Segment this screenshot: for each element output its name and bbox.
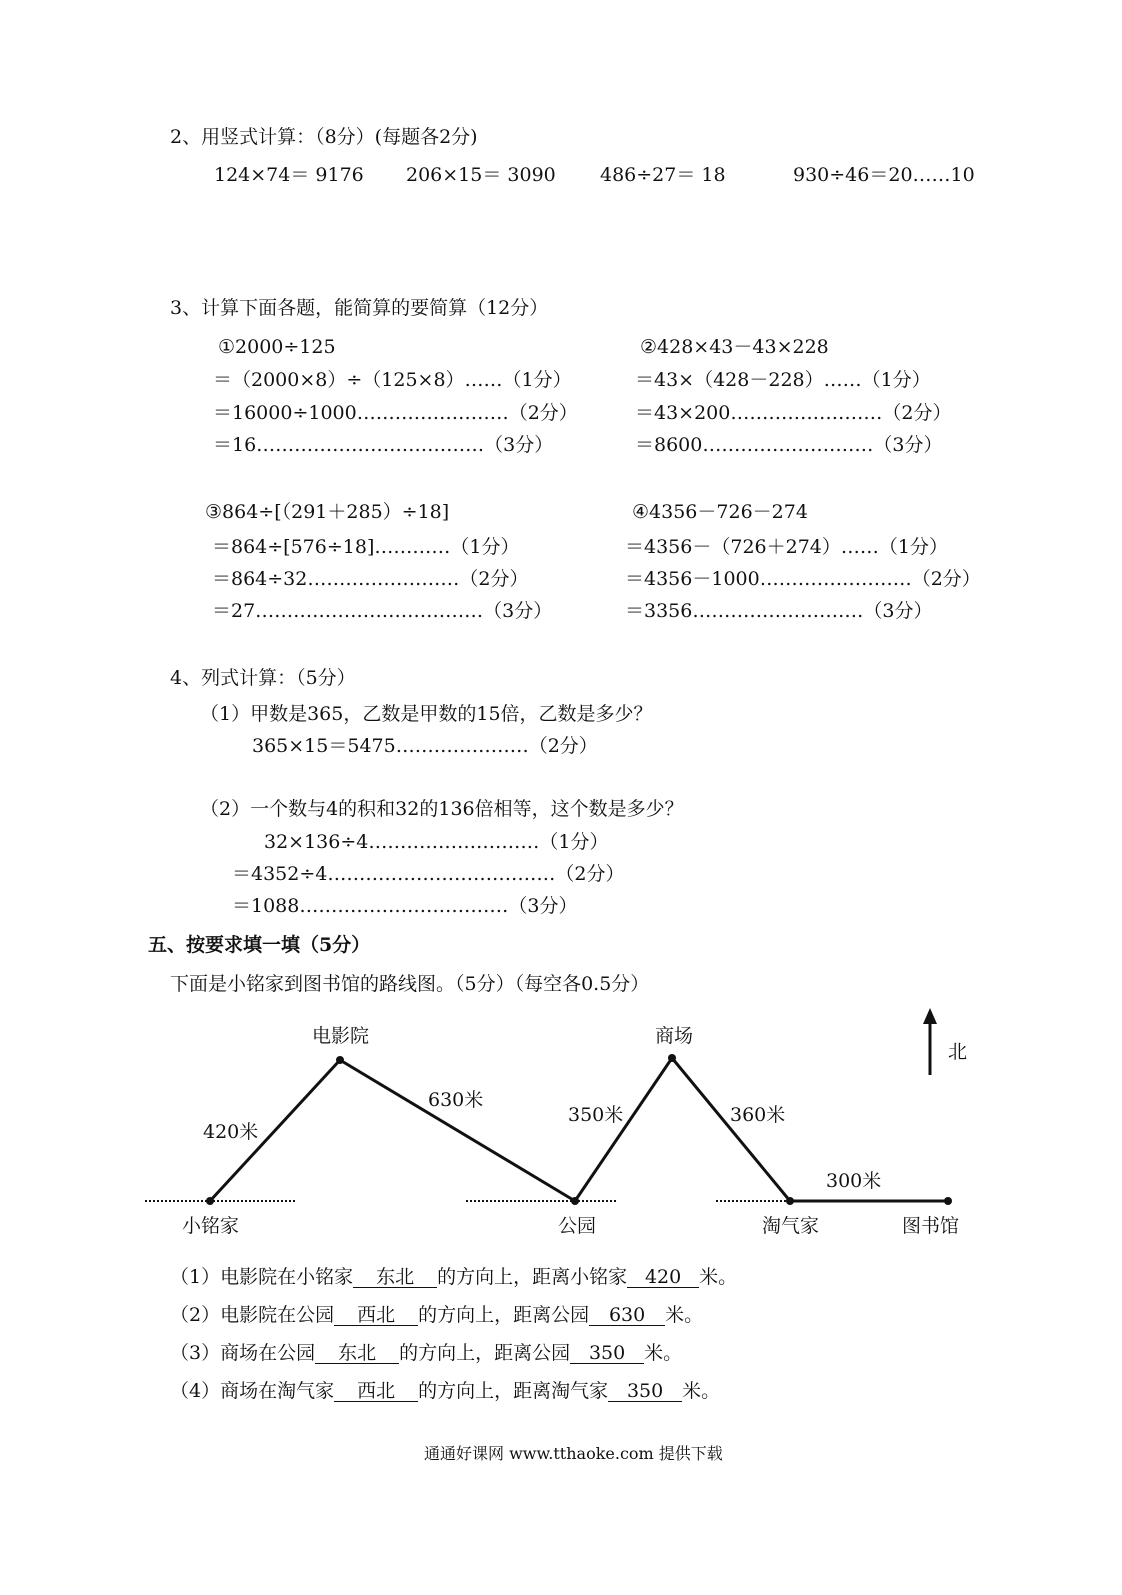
- answer-distance-2: 630: [589, 1306, 665, 1326]
- problem-3-line-3: ＝864÷32……………………（2分）: [212, 568, 529, 590]
- problem-3-line-2: ＝864÷[576÷18]…………（1分）: [212, 536, 520, 558]
- calc-item-2: 206×15＝ 3090: [406, 164, 556, 186]
- problem-1-line-3: ＝16000÷1000……………………（2分）: [213, 402, 578, 424]
- problem-1-line-1: ①2000÷125: [218, 336, 336, 358]
- label-mall: 商场: [655, 1025, 694, 1047]
- problem-2-line-3: ＝43×200……………………（2分）: [635, 402, 952, 424]
- problem-2-line-4: ＝8600………………………（3分）: [635, 434, 943, 456]
- problem-3-line-4: ＝27………………………………（3分）: [212, 600, 553, 622]
- problem-2-line-1: ②428×43－43×228: [640, 336, 829, 358]
- fill-question-4: （4）商场在淘气家 西北 的方向上，距离淘气家 350 米。: [170, 1380, 721, 1402]
- problem-4-line-3: ＝4356－1000……………………（2分）: [625, 568, 981, 590]
- footer-text: 通通好课网 www.tthaoke.com 提供下载: [424, 1444, 723, 1463]
- fill-question-3: （3）商场在公园 东北 的方向上，距离公园 350 米。: [170, 1342, 683, 1364]
- label-park: 公园: [558, 1215, 597, 1237]
- section-3-title: 3、计算下面各题，能简算的要简算（12分）: [170, 297, 549, 319]
- answer-direction-1: 东北: [353, 1268, 437, 1288]
- problem-4-line-1: ④4356－726－274: [632, 501, 808, 523]
- route-cinema-park: [340, 1060, 575, 1201]
- answer-4-1: 365×15＝5475…………………（2分）: [252, 735, 598, 757]
- route-mall-taoqi: [672, 1058, 790, 1201]
- answer-direction-2: 西北: [334, 1306, 418, 1326]
- point-park: [571, 1197, 579, 1205]
- distance-630: 630米: [428, 1089, 484, 1111]
- problem-4-line-4: ＝3356………………………（3分）: [625, 600, 933, 622]
- answer-direction-3: 东北: [315, 1344, 399, 1364]
- label-taoqi: 淘气家: [762, 1215, 820, 1237]
- point-home: [206, 1197, 214, 1205]
- problem-1-line-4: ＝16………………………………（3分）: [213, 434, 554, 456]
- distance-360: 360米: [730, 1104, 786, 1126]
- section-4-title: 4、列式计算：（5分）: [170, 667, 356, 689]
- problem-4-line-2: ＝4356－（726＋274）……（1分）: [625, 536, 948, 558]
- answer-4-2-line-3: ＝1088……………………………（3分）: [232, 895, 578, 917]
- distance-420: 420米: [203, 1121, 259, 1143]
- question-4-1: （1）甲数是365，乙数是甲数的15倍，乙数是多少？: [200, 703, 653, 725]
- question-4-2: （2）一个数与4的积和32的136倍相等，这个数是多少？: [200, 798, 684, 820]
- answer-4-2-line-1: 32×136÷4………………………（1分）: [264, 831, 609, 853]
- answer-direction-4: 西北: [334, 1382, 418, 1402]
- point-cinema: [336, 1056, 344, 1064]
- calc-item-3: 486÷27＝ 18: [600, 164, 726, 186]
- calc-item-1: 124×74＝ 9176: [214, 164, 364, 186]
- problem-2-line-2: ＝43×（428－228）……（1分）: [635, 369, 931, 391]
- point-mall: [668, 1054, 676, 1062]
- label-library: 图书馆: [902, 1215, 960, 1237]
- answer-distance-4: 350: [608, 1382, 682, 1402]
- problem-1-line-2: ＝（2000×8）÷（125×8）……（1分）: [213, 369, 572, 391]
- answer-distance-1: 420: [627, 1268, 699, 1288]
- fill-question-1: （1）电影院在小铭家 东北 的方向上，距离小铭家 420 米。: [170, 1266, 738, 1288]
- label-cinema: 电影院: [312, 1025, 370, 1047]
- point-library: [944, 1197, 952, 1205]
- section-5-title: 五、按要求填一填（5分）: [148, 934, 371, 956]
- section-5-intro: 下面是小铭家到图书馆的路线图。（5分）（每空各0.5分）: [170, 973, 650, 995]
- calc-item-4: 930÷46＝20……10: [793, 164, 975, 186]
- point-taoqi: [786, 1197, 794, 1205]
- fill-question-2: （2）电影院在公园 西北 的方向上，距离公园 630 米。: [170, 1304, 704, 1326]
- problem-3-line-1: ③864÷[（291＋285）÷18]: [205, 501, 450, 523]
- answer-4-2-line-2: ＝4352÷4………………………………（2分）: [232, 863, 625, 885]
- route-park-mall: [575, 1058, 672, 1201]
- answer-distance-3: 350: [570, 1344, 644, 1364]
- distance-300: 300米: [826, 1170, 882, 1192]
- label-home: 小铭家: [182, 1215, 240, 1237]
- distance-350: 350米: [568, 1104, 624, 1126]
- north-arrow-icon: [923, 1008, 937, 1024]
- label-north: 北: [948, 1041, 968, 1063]
- section-2-title: 2、用竖式计算：（8分）(每题各2分): [170, 126, 478, 148]
